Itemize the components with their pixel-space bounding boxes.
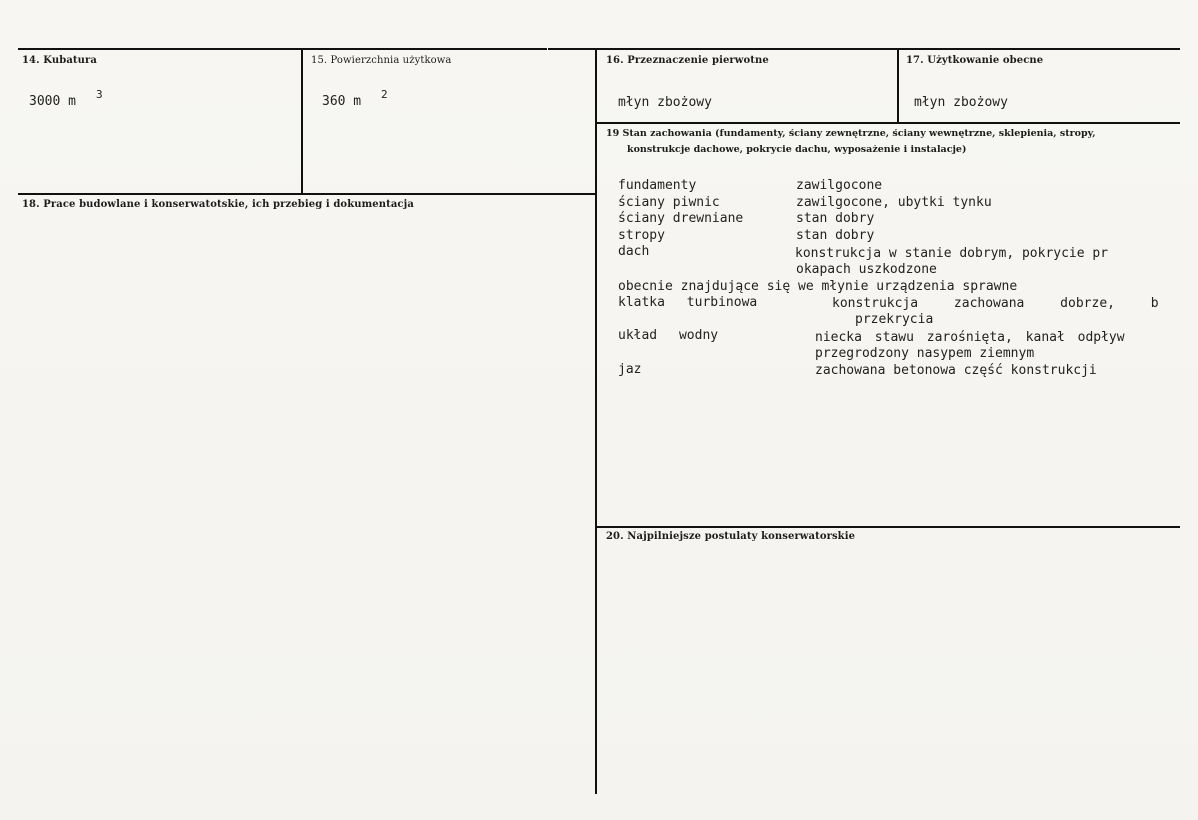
condition-item-value: stan dobry	[796, 228, 875, 243]
field-17-value: młyn zbożowy	[914, 95, 1008, 110]
field-16-value: młyn zbożowy	[618, 95, 712, 110]
divider-v-14-15	[301, 50, 303, 193]
condition-item-value: zawilgocone	[796, 178, 883, 193]
condition-item-label: jaz	[618, 362, 642, 377]
field-19-label-line2: konstrukcje dachowe, pokrycie dachu, wyposażenie i instalacje)	[627, 144, 967, 155]
condition-item-value: stan dobry	[796, 211, 875, 226]
field-20-label: 20. Najpilniejsze postulaty konserwatorskie	[606, 531, 856, 542]
field-18-label: 18. Prace budowlane i konserwatotskie, ich przebieg i dokumentacja	[22, 199, 414, 210]
field-15-unit-exponent: 2	[381, 88, 388, 101]
condition-item-value: zawilgocone, ubytki tynku	[796, 195, 992, 210]
condition-item-label: dach	[618, 244, 650, 259]
divider-v-main	[595, 50, 597, 794]
divider-top-left	[18, 48, 547, 50]
field-14-unit-exponent: 3	[96, 88, 103, 101]
condition-item-value: przegrodzony nasypem ziemnym	[815, 346, 1035, 361]
field-14-label: 14. Kubatura	[22, 55, 97, 66]
condition-item-label: fundamenty	[618, 178, 697, 193]
condition-item-value: zachowana betonowa część konstrukcji	[815, 363, 1097, 378]
field-15-value: 360 m	[322, 94, 362, 109]
condition-item-value: konstrukcja zachowana dobrze, b	[832, 296, 1159, 311]
divider-under-14-15	[18, 193, 596, 195]
condition-item-value: konstrukcja w stanie dobrym, pokrycie pr	[795, 246, 1109, 261]
condition-item-value: niecka stawu zarośnięta, kanał odpływ	[815, 330, 1125, 345]
condition-item-value: przekrycia	[855, 312, 934, 327]
condition-item-label: obecnie znajdujące się we młynie urządzenia sprawne	[618, 279, 1018, 294]
field-17-label: 17. Użytkowanie obecne	[906, 55, 1044, 66]
divider-v-16-17	[897, 50, 899, 123]
condition-item-label: stropy	[618, 228, 665, 243]
field-19-content	[600, 176, 1193, 386]
condition-item-label: układ wodny	[618, 328, 719, 343]
divider-top-right	[548, 48, 1180, 50]
divider-above-20	[597, 526, 1180, 528]
condition-item-value: okapach uszkodzone	[796, 262, 937, 277]
field-15-label: 15. Powierzchnia użytkowa	[311, 55, 452, 66]
condition-item-label: ściany drewniane	[618, 211, 744, 226]
divider-under-16-17	[597, 122, 1180, 124]
field-14-value: 3000 m	[29, 94, 76, 109]
condition-item-label: ściany piwnic	[618, 195, 720, 210]
condition-item-label: klatka turbinowa	[618, 295, 758, 310]
field-19-label-line1: 19 Stan zachowania (fundamenty, ściany zewnętrzne, ściany wewnętrzne, sklepienia, stropy,	[606, 128, 1096, 139]
field-16-label: 16. Przeznaczenie pierwotne	[606, 55, 769, 66]
